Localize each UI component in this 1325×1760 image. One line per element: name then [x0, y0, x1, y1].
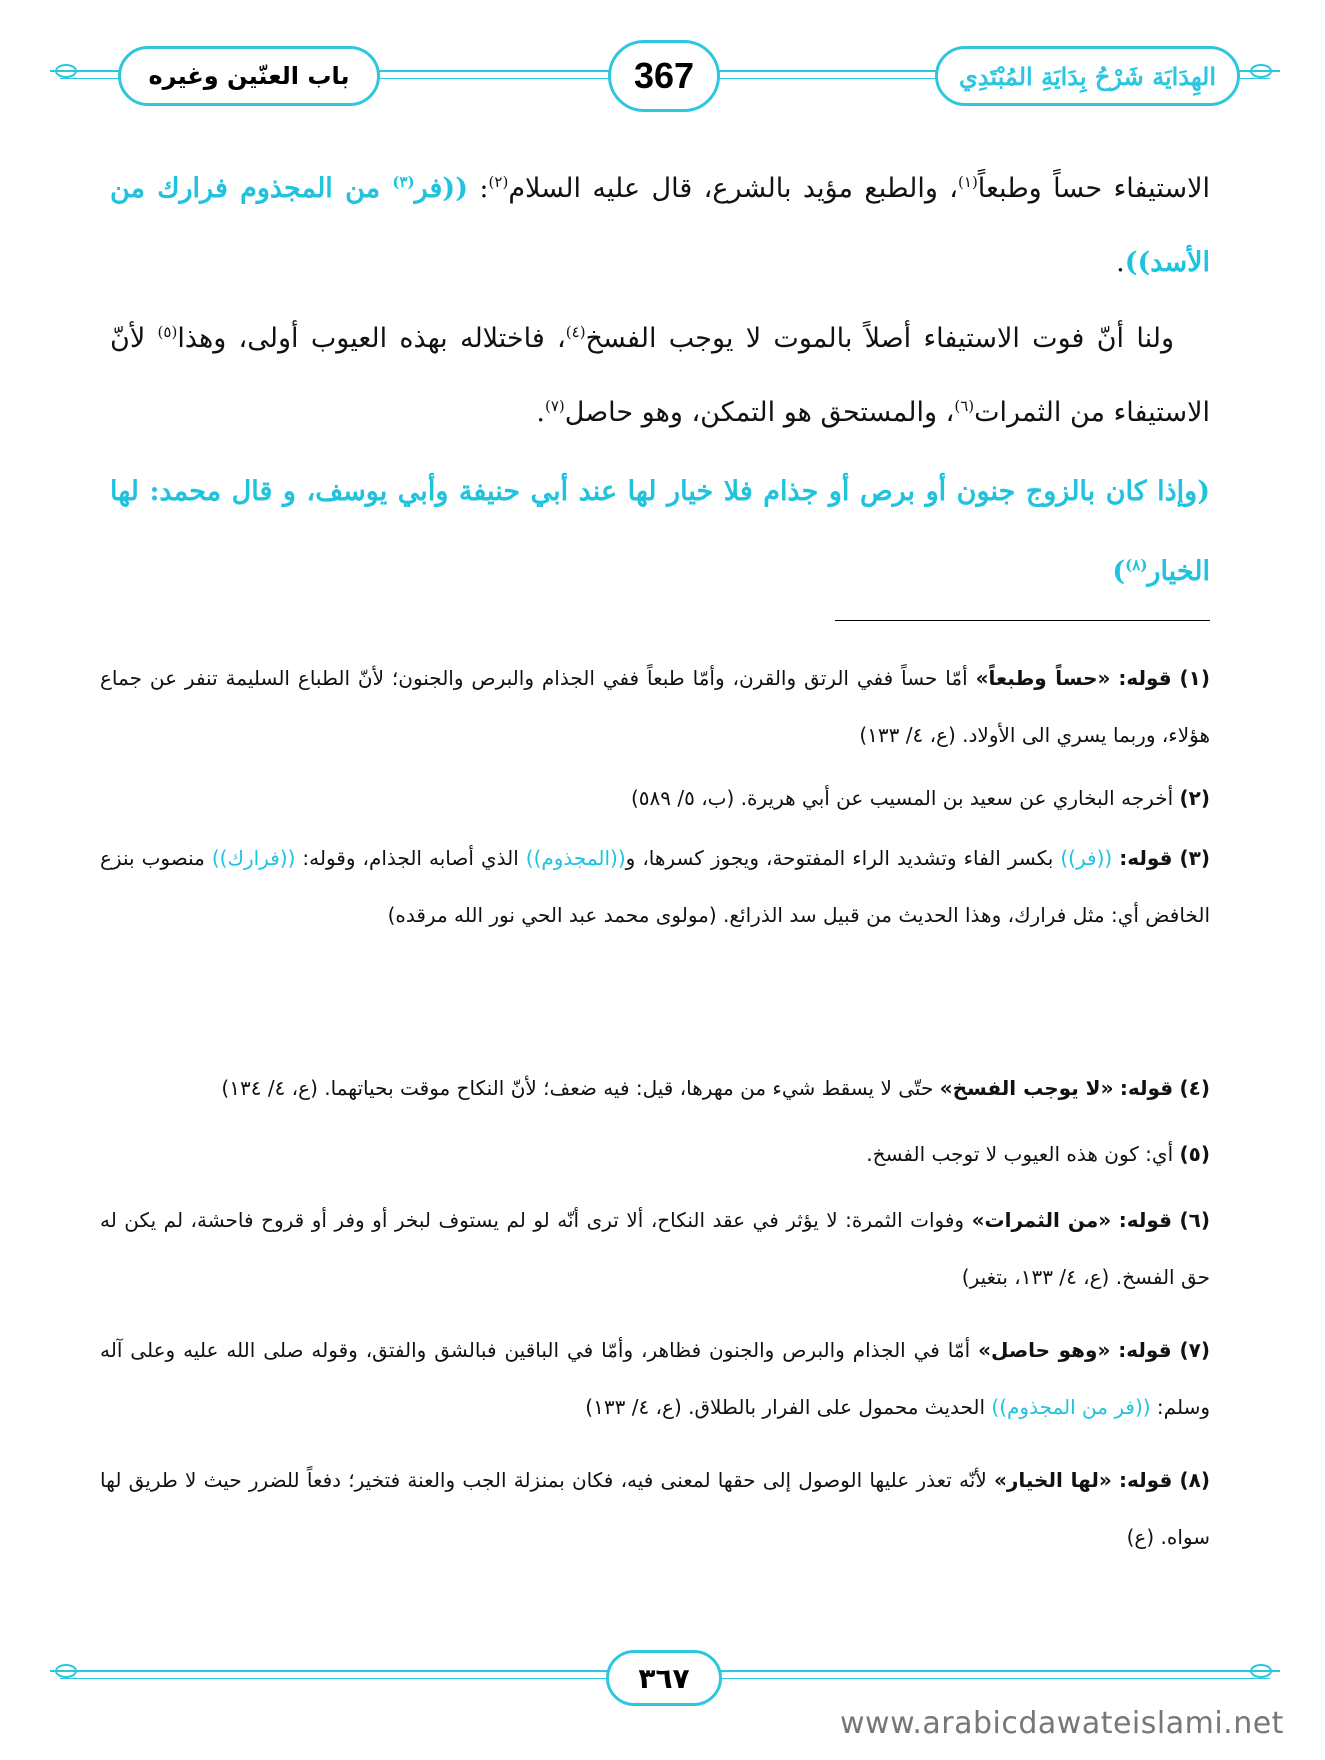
footnote-3: (٣) قوله: ((فر)) بكسر الفاء وتشديد الراء المفتوحة، ويجوز كسرها، و((المجذوم)) الذي أصابه الجذام، وقوله: ((فرارك)) منصوب بنزع الخافض أي: مثل فرارك، وهذا الحديث من قبيل سد الذرائع. (مولوى محمد عبد الحي نور الله مرقده)	[100, 846, 1211, 927]
footnote-7: (٧) قوله: «وهو حاصل» أمّا في الجذام والبرص والجنون فظاهر، وأمّا في الباقين فبالشق والفتق، وقوله صلى الله عليه وعلى آله وسلم: ((فر من المجذوم)) الحديث محمول على الفرار بالطلاق. (ع، ٤/ ١٣٣)	[100, 1338, 1210, 1419]
chapter-title: باب العنّين وغيره	[148, 62, 350, 90]
chapter-title-box	[118, 46, 380, 106]
matn-paragraph: (وإذا كان بالزوج جنون أو برص أو جذام فلا خيار لها عند أبي حنيفة وأبي يوسف، و قال محمد: لها الخيار$^{(٨)}$)	[110, 476, 1210, 587]
footnote-2: (٢) أخرجه البخاري عن سعيد بن المسيب عن أبي هريرة. (ب، ٥/ ٥٨٩)	[630, 786, 1210, 810]
website-url[interactable]: www.arabicdawateislami.net	[840, 1706, 1284, 1741]
ornament-right-icon	[1250, 64, 1272, 78]
footer-ornament-right-icon	[1250, 1664, 1272, 1678]
footer-page-number-box	[606, 1650, 722, 1706]
page-number-box	[608, 40, 720, 112]
page-number: 367	[633, 55, 695, 96]
book-title: الهِدَايَة شَرْحُ بِدَايَةِ المُبْتَدِي	[959, 61, 1216, 91]
footer-page-number: ٣٦٧	[638, 1661, 690, 1695]
ornament-left-icon	[55, 64, 77, 78]
hadith-quote: ((فر	[414, 173, 468, 204]
paragraph-2: ولنا أنّ فوت الاستيفاء أصلاً بالموت لا يوجب الفسخ$^{(٤)}$، فاختلاله بهذه العيوب أولى، وهذا$^{(٥)}$ لأنّ الاستيفاء من الثمرات$^{(٦)}$، والمستحق هو التمكن، وهو حاصل$^{(٧)}$.	[110, 323, 1210, 428]
footnote-separator	[835, 620, 1210, 621]
footnote-6: (٦) قوله: «من الثمرات» وفوات الثمرة: لا يؤثر في عقد النكاح، ألا ترى أنّه لو لم يستوف لبخر أو وفر أو قروح فاحشة، لم يكن له حق الفسخ. (ع، ٤/ ١٣٣، بتغير)	[100, 1208, 1211, 1289]
book-title-box	[935, 46, 1240, 106]
footer-ornament-left-icon	[55, 1664, 77, 1678]
paragraph-1: الاستيفاء حساً وطبعاً$^{(١)}$، والطبع مؤيد بالشرع، قال عليه السلام$^{(٢)}$: ((فر$^{(٣)}$ من المجذوم فرارك من الأسد)).	[110, 173, 1210, 278]
footnote-8: (٨) قوله: «لها الخيار» لأنّه تعذر عليها الوصول إلى حقها لمعنى فيه، فكان بمنزلة الجب والعنة فتخير؛ دفعاً للضرر حيث لا طريق لها سواه. (ع)	[100, 1468, 1211, 1549]
footnote-1: (١) قوله: «حساً وطبعاً» أمّا حساً ففي الرتق والقرن، وأمّا طبعاً ففي الجذام والبرص والجنون؛ لأنّ الطباع السليمة تنفر عن جماع هؤلاء، وربما يسري الى الأولاد. (ع، ٤/ ١٣٣)	[100, 666, 1211, 747]
footnote-5: (٥) أي: كون هذه العيوب لا توجب الفسخ.	[866, 1142, 1210, 1166]
footnote-4: (٤) قوله: «لا يوجب الفسخ» حتّى لا يسقط شيء من مهرها، قيل: فيه ضعف؛ لأنّ النكاح موقت بحياتهما. (ع، ٤/ ١٣٤)	[221, 1076, 1210, 1100]
